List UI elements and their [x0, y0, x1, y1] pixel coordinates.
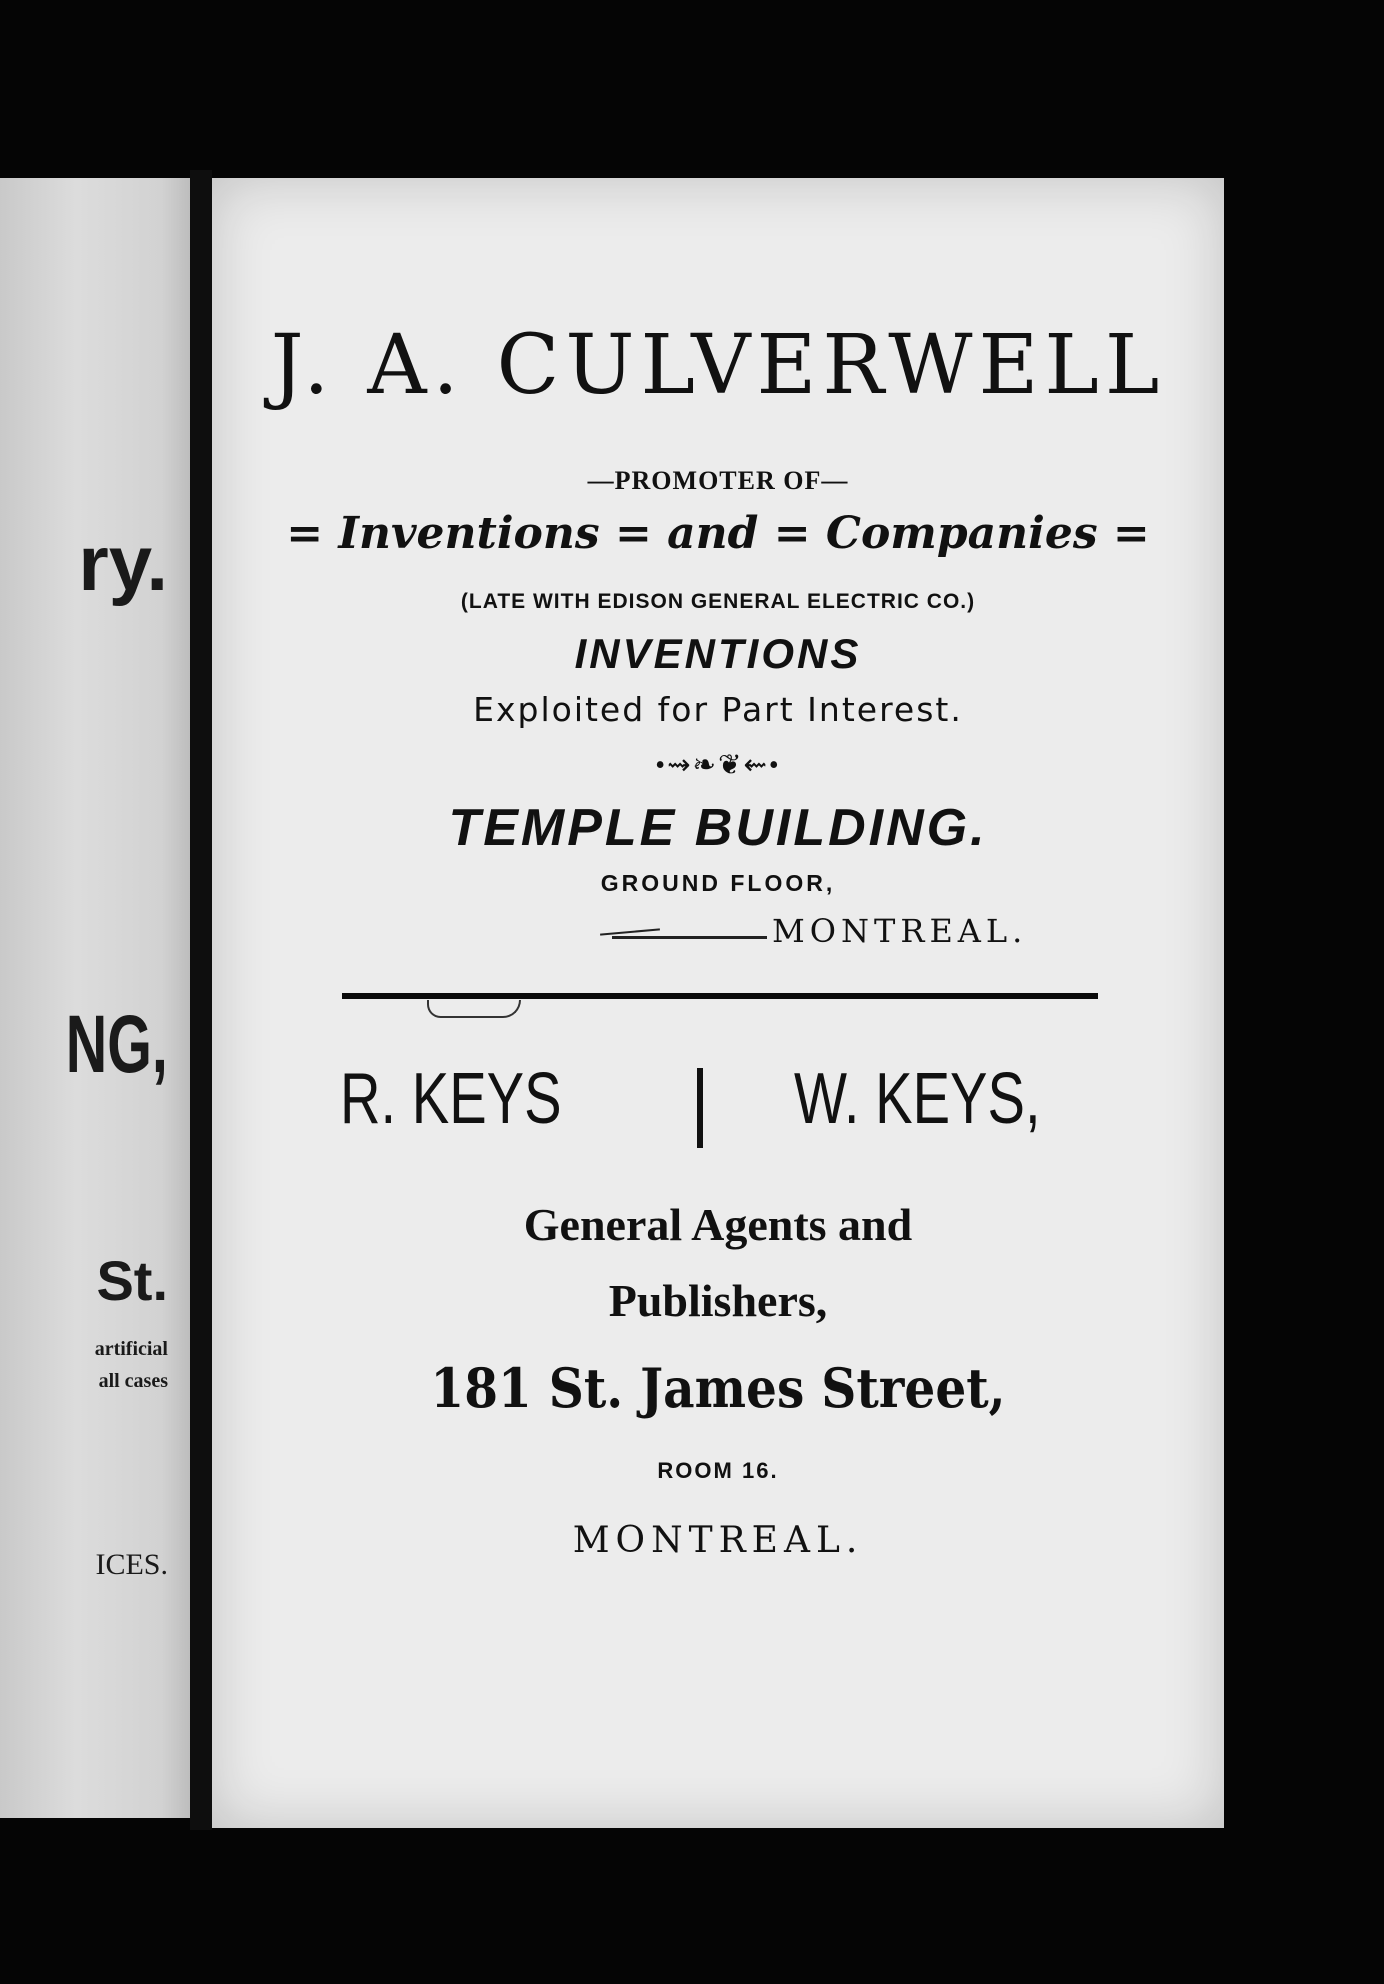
culverwell-name: J. A. CULVERWELL	[270, 318, 1166, 413]
floor-line: GROUND FLOOR,	[600, 870, 836, 896]
late-with-line: (LATE WITH EDISON GENERAL ELECTRIC CO.)	[460, 590, 976, 613]
facing-page-fragment: artificial	[94, 1338, 168, 1360]
facing-page	[0, 178, 190, 1818]
pen-mark	[427, 1000, 521, 1018]
w-keys-name: W. KEYS,	[794, 1059, 1041, 1139]
facing-page-fragment: all cases	[98, 1370, 168, 1392]
r-keys-name: R. KEYS	[340, 1059, 562, 1139]
facing-page-fragment: NG,	[65, 999, 168, 1090]
book-spine	[190, 170, 212, 1830]
section-rule	[342, 993, 1098, 999]
name-divider	[697, 1068, 703, 1148]
city-line-bottom: MONTREAL.	[572, 1520, 864, 1561]
address-line: 181 St. James Street,	[430, 1356, 1006, 1420]
subjects-line: = Inventions = and = Companies =	[286, 508, 1150, 559]
advertisement-page	[212, 178, 1224, 1828]
decorative-dash	[612, 936, 767, 939]
ornament-divider: •⇝❧❦⇜•	[655, 750, 781, 781]
facing-page-fragment: St.	[96, 1249, 168, 1312]
facing-page-fragment: ICES.	[95, 1548, 168, 1581]
exploited-line: Exploited for Part Interest.	[473, 690, 963, 729]
publishers-line: Publishers,	[608, 1275, 828, 1326]
room-line: ROOM 16.	[657, 1458, 779, 1483]
facing-page-fragment: ry.	[78, 519, 168, 607]
inventions-heading: INVENTIONS	[574, 630, 862, 677]
promoter-heading: —PROMOTER OF—	[587, 466, 849, 495]
building-name: TEMPLE BUILDING.	[448, 799, 988, 857]
agents-line: General Agents and	[523, 1199, 913, 1250]
city-line: MONTREAL.	[772, 912, 1028, 950]
